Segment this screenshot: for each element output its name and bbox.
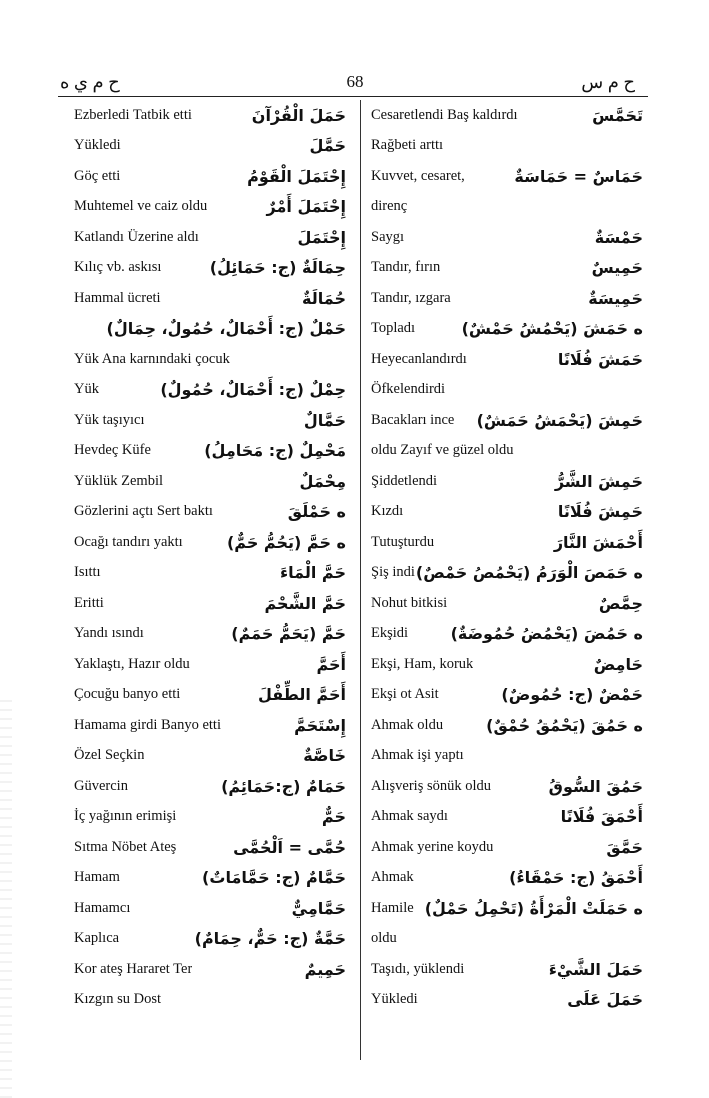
- arabic-headword: حَمَّامٌ (ج: حَمَّامَاتٌ): [202, 868, 346, 888]
- dictionary-entry: [74, 375, 346, 406]
- turkish-meaning: Hamamcı: [74, 899, 131, 916]
- turkish-meaning: Hamile: [371, 899, 414, 916]
- dictionary-entry: [371, 436, 643, 467]
- arabic-headword: حَامِضٌ: [593, 654, 643, 674]
- arabic-headword: حَمِشَ (يَحْمَشُ حَمَشٌ): [476, 410, 643, 430]
- turkish-meaning: Hammal ücreti: [74, 289, 161, 306]
- turkish-meaning: Hamama girdi Banyo etti: [74, 716, 221, 733]
- dictionary-entry: [74, 771, 346, 802]
- dictionary-entry: [371, 680, 643, 711]
- turkish-meaning: Çocuğu banyo etti: [74, 686, 181, 703]
- arabic-headword: مِحْمَلٌ: [299, 471, 346, 491]
- arabic-headword: إِحْتَمَلَ الْقَوْمُ: [247, 166, 346, 186]
- arabic-headword: ه حَمَشَ (يَحْمُشُ حَمْشٌ): [461, 319, 643, 339]
- dictionary-entry: [74, 832, 346, 863]
- arabic-headword: أَحَمَّ: [316, 654, 346, 674]
- turkish-meaning: Ezberledi Tatbik etti: [74, 106, 192, 123]
- dictionary-entry: [371, 161, 643, 192]
- turkish-meaning: Sıtma Nöbet Ateş: [74, 838, 177, 855]
- dictionary-entry: [371, 222, 643, 253]
- turkish-meaning: Saygı: [371, 228, 405, 245]
- arabic-headword: أَحْمَقَ فُلَانًا: [560, 807, 643, 827]
- turkish-meaning: Ahmak işi yaptı: [371, 747, 464, 764]
- dictionary-entry: [74, 192, 346, 223]
- turkish-meaning: Kızdı: [371, 503, 404, 520]
- arabic-headword: ه حَمُضَ (يَحْمُضُ حُمُوضَةٌ): [450, 624, 643, 644]
- arabic-headword: أَحْمَقُ (ج: حَمْقَاءُ): [509, 868, 643, 888]
- turkish-meaning: Yaklaştı, Hazır oldu: [74, 655, 190, 672]
- header-left-letters: ح م ي ه: [60, 72, 120, 92]
- arabic-headword: حَمْضٌ (ج: حُمُوضٌ): [501, 685, 643, 705]
- header-rule: [58, 96, 648, 97]
- arabic-headword: حَمَّ (يَحَمُّ حَمَمٌ): [231, 624, 346, 644]
- turkish-meaning: Rağbeti arttı: [371, 137, 444, 154]
- dictionary-entry: [74, 100, 346, 131]
- turkish-meaning: Tandır, ızgara: [371, 289, 451, 306]
- arabic-headword: حَمَّ الْمَاءَ: [279, 563, 346, 583]
- turkish-meaning: Kor ateş Hararet Ter: [74, 960, 193, 977]
- dictionary-entry: [74, 161, 346, 192]
- dictionary-entry: [371, 283, 643, 314]
- turkish-meaning: Özel Seçkin: [74, 747, 145, 764]
- arabic-headword: حَمَلَ الْقُرْآنَ: [251, 105, 346, 125]
- turkish-meaning: İç yağının erimişi: [74, 808, 177, 825]
- arabic-headword: حَمَاسٌ = حَمَاسَةٌ: [514, 166, 643, 186]
- turkish-meaning: oldu: [371, 930, 397, 947]
- dictionary-entry: [371, 497, 643, 528]
- arabic-headword: حَمِشَ الشَّرُّ: [554, 471, 643, 491]
- arabic-headword: حِمَالَةٌ (ج: حَمَائِلُ): [209, 258, 346, 278]
- turkish-meaning: Alışveriş sönük oldu: [371, 777, 492, 794]
- dictionary-entry: [74, 466, 346, 497]
- dictionary-entry: [74, 497, 346, 528]
- dictionary-entry: [74, 893, 346, 924]
- dictionary-entry: [371, 985, 643, 1016]
- arabic-headword: ه حَمَّ (يَحُمُّ حَمٌّ): [226, 532, 346, 552]
- turkish-meaning: Şiddetlendi: [371, 472, 438, 489]
- arabic-headword: حَمْسَةٌ: [594, 227, 643, 247]
- arabic-headword: ه حَمَصَ الْوَرَمُ (يَحْمُصُ حَمْصٌ): [415, 563, 643, 583]
- dictionary-entry: [74, 741, 346, 772]
- arabic-headword: حَمَّامِيٌّ: [291, 898, 346, 918]
- dictionary-entry: [74, 802, 346, 833]
- turkish-meaning: Ahmak: [371, 869, 414, 886]
- dictionary-entry: [74, 527, 346, 558]
- dictionary-entry: [371, 344, 643, 375]
- arabic-headword: حَمَلَ الشَّيْءَ: [548, 959, 643, 979]
- turkish-meaning: Ekşi ot Asit: [371, 686, 439, 703]
- turkish-meaning: Öfkelendirdi: [371, 381, 446, 398]
- arabic-headword: إِحْتَمَلَ: [297, 227, 346, 247]
- turkish-meaning: Göç etti: [74, 167, 121, 184]
- dictionary-entry: [371, 253, 643, 284]
- turkish-meaning: oldu Zayıf ve güzel oldu: [371, 442, 514, 459]
- arabic-headword: مَحْمِلٌ (ج: مَحَامِلُ): [204, 441, 346, 461]
- turkish-meaning: Ekşidi: [371, 625, 409, 642]
- turkish-meaning: Hamam: [74, 869, 120, 886]
- turkish-meaning: Tutuşturdu: [371, 533, 435, 550]
- turkish-meaning: Yükledi: [74, 137, 121, 154]
- arabic-headword: حَمِشَ فُلَانًا: [557, 502, 643, 522]
- dictionary-entry: [74, 222, 346, 253]
- dictionary-entry: [371, 832, 643, 863]
- dictionary-entry: [371, 924, 643, 955]
- dictionary-entry: [371, 802, 643, 833]
- dictionary-entry: [371, 558, 643, 589]
- dictionary-entry: [371, 466, 643, 497]
- arabic-headword: ه حَمَلَتْ الْمَرْأَةُ (تَحْمِلُ حَمْلٌ): [424, 898, 643, 918]
- arabic-headword: حَمَلَ عَلَى: [567, 990, 643, 1010]
- dictionary-entry: [74, 985, 346, 1016]
- arabic-headword: حُمَّى = اَلْحُمَّى: [233, 837, 346, 857]
- dictionary-entry: [371, 741, 643, 772]
- dictionary-entry: [74, 680, 346, 711]
- scan-edge-specks: [0, 700, 12, 1098]
- arabic-headword: أَحْمَشَ النَّارَ: [553, 532, 643, 552]
- turkish-meaning: Kızgın su Dost: [74, 991, 161, 1008]
- dictionary-entry: [371, 131, 643, 162]
- arabic-headword: حَمُقَ السُّوقُ: [548, 776, 643, 796]
- arabic-headword: حَمَّ الشَّحْمَ: [264, 593, 346, 613]
- turkish-meaning: Ahmak saydı: [371, 808, 448, 825]
- turkish-meaning: Yük taşıyıcı: [74, 411, 145, 428]
- turkish-meaning: Yük Ana karnındaki çocuk: [74, 350, 230, 367]
- left-column: [74, 100, 346, 1060]
- dictionary-entry: [74, 863, 346, 894]
- right-column: [371, 100, 643, 1060]
- arabic-headword: خَاصَّةٌ: [303, 746, 346, 766]
- arabic-headword: حَمَشَ فُلَانًا: [557, 349, 643, 369]
- dictionary-entry: [74, 558, 346, 589]
- dictionary-entry: [74, 954, 346, 985]
- dictionary-entry: [74, 253, 346, 284]
- dictionary-entry: [74, 283, 346, 314]
- turkish-meaning: Nohut bitkisi: [371, 594, 448, 611]
- dictionary-entry: [371, 863, 643, 894]
- turkish-meaning: Cesaretlendi Baş kaldırdı: [371, 106, 518, 123]
- turkish-meaning: Gözlerini açtı Sert baktı: [74, 503, 213, 520]
- turkish-meaning: Ekşi, Ham, koruk: [371, 655, 474, 672]
- arabic-headword: حَمٌّ: [321, 807, 346, 827]
- dictionary-entry: [74, 131, 346, 162]
- turkish-meaning: Yükledi: [371, 991, 418, 1008]
- arabic-headword: إِحْتَمَلَ أَمْرٌ: [266, 197, 346, 217]
- dictionary-entry: [371, 649, 643, 680]
- dictionary-entry: [371, 192, 643, 223]
- arabic-headword: حَمَّقَ: [606, 837, 643, 857]
- turkish-meaning: Yük: [74, 381, 99, 398]
- turkish-meaning: Şiş indi: [371, 564, 415, 581]
- arabic-headword: حَمِيسَةٌ: [588, 288, 643, 308]
- column-divider: [360, 100, 361, 1060]
- dictionary-entry: [371, 405, 643, 436]
- turkish-meaning: Ahmak yerine koydu: [371, 838, 494, 855]
- dictionary-entry: [371, 527, 643, 558]
- turkish-meaning: Eritti: [74, 594, 104, 611]
- dictionary-entry: [371, 375, 643, 406]
- arabic-headword: حَمَّةٌ (ج: حَمٌّ، حِمَامٌ): [194, 929, 346, 949]
- dictionary-entry: [371, 710, 643, 741]
- dictionary-entry: [371, 314, 643, 345]
- turkish-meaning: Ocağı tandırı yaktı: [74, 533, 183, 550]
- arabic-headword: ه حَمْلَقَ: [287, 502, 346, 522]
- arabic-headword: حَمَامٌ (ج:حَمَائِمُ): [221, 776, 346, 796]
- dictionary-entry: [371, 954, 643, 985]
- turkish-meaning: Tandır, fırın: [371, 259, 441, 276]
- arabic-headword: ه حَمُقَ (يَحْمُقُ حُمْقٌ): [486, 715, 643, 735]
- arabic-headword: حَمَّالٌ: [303, 410, 346, 430]
- arabic-headword: حَمِيمٌ: [304, 959, 346, 979]
- arabic-headword: حَمِيسٌ: [591, 258, 643, 278]
- dictionary-entry: [74, 619, 346, 650]
- dictionary-entry: [74, 649, 346, 680]
- dictionary-entry: [74, 344, 346, 375]
- turkish-meaning: Yandı ısındı: [74, 625, 144, 642]
- turkish-meaning: Muhtemel ve caiz oldu: [74, 198, 208, 215]
- dictionary-entry: [371, 100, 643, 131]
- arabic-headword: حِمْلٌ (ج: أَحْمَالٌ، حُمُولٌ): [160, 380, 346, 400]
- dictionary-entry: [74, 405, 346, 436]
- arabic-headword: أَحَمَّ الطِّفْلَ: [257, 685, 346, 705]
- dictionary-entry: [371, 619, 643, 650]
- dictionary-entry: [371, 771, 643, 802]
- dictionary-entry: [74, 436, 346, 467]
- turkish-meaning: Heyecanlandırdı: [371, 350, 467, 367]
- header-right-letters: ح م س: [581, 72, 635, 92]
- turkish-meaning: Güvercin: [74, 777, 128, 794]
- arabic-headword: حَمَّلَ: [309, 136, 346, 156]
- dictionary-entry: [371, 893, 643, 924]
- dictionary-entry: [371, 588, 643, 619]
- turkish-meaning: Topladı: [371, 320, 416, 337]
- arabic-headword: حِمَّصٌ: [598, 593, 643, 613]
- turkish-meaning: direnç: [371, 198, 408, 215]
- turkish-meaning: Isıttı: [74, 564, 101, 581]
- arabic-headword: حَمْلٌ (ج: أَحْمَالٌ، حُمُولٌ، حِمَالٌ): [106, 319, 346, 339]
- turkish-meaning: Ahmak oldu: [371, 716, 444, 733]
- turkish-meaning: Bacakları ince: [371, 411, 455, 428]
- arabic-headword: إِسْتَحَمَّ: [294, 715, 346, 735]
- dictionary-entry: [74, 710, 346, 741]
- dictionary-entry: [74, 924, 346, 955]
- turkish-meaning: Kılıç vb. askısı: [74, 259, 162, 276]
- arabic-headword: تَحَمَّسَ: [592, 105, 643, 125]
- turkish-meaning: Yüklük Zembil: [74, 472, 164, 489]
- turkish-meaning: Katlandı Üzerine aldı: [74, 228, 199, 245]
- page-number: 68: [346, 72, 364, 91]
- turkish-meaning: Hevdeç Küfe: [74, 442, 151, 459]
- turkish-meaning: Kuvvet, cesaret,: [371, 167, 465, 184]
- dictionary-entry: [74, 588, 346, 619]
- dictionary-entry: [74, 314, 346, 345]
- turkish-meaning: Taşıdı, yüklendi: [371, 960, 465, 977]
- arabic-headword: حُمَالَةٌ: [302, 288, 346, 308]
- turkish-meaning: Kaplıca: [74, 930, 120, 947]
